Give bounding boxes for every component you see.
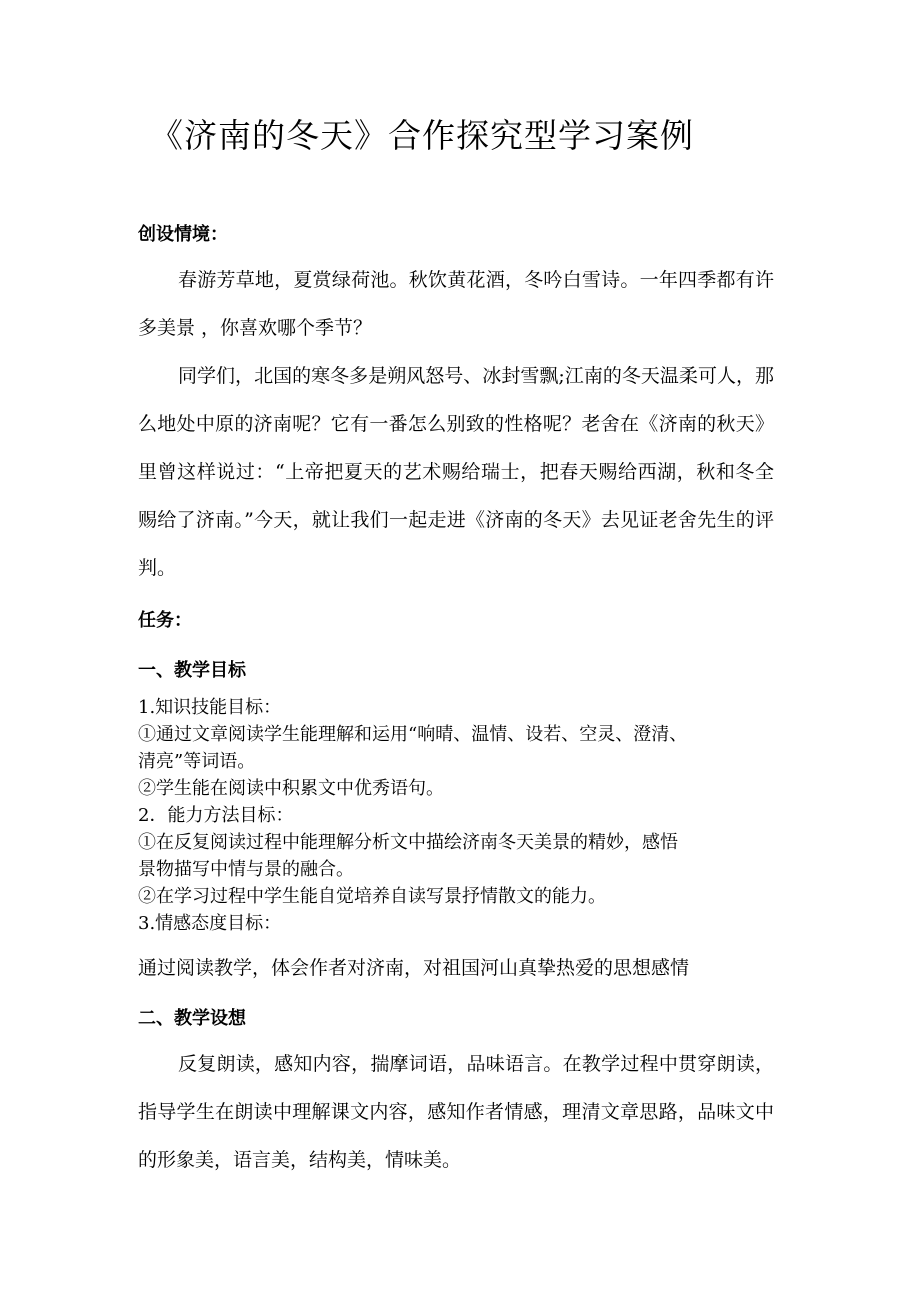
goal-line: 清亮”等词语。 — [138, 751, 256, 772]
goal-line: 1.知识技能目标： — [138, 697, 282, 718]
goal-line: 3.情感态度目标： — [138, 913, 282, 934]
heading-design: 二、教学设想 — [138, 1008, 246, 1029]
goal-line: 景物描写中情与景的融合。 — [138, 859, 354, 880]
goal-line: ②在学习过程中学生能自觉培养自读写景抒情散文的能力。 — [138, 886, 606, 907]
emotion-goal-text: 通过阅读教学，体会作者对济南，对祖国河山真挚热爱的思想感情 — [138, 957, 690, 979]
goal-line: 2．能力方法目标： — [138, 805, 294, 826]
paragraph-design: 反复朗读，感知内容，揣摩词语，品味语言。在教学过程中贯穿朗读，指导学生在朗读中理解课文内容，感知作者情感，理清文章思路，品味文中的形象美，语言美，结构美，情味美。 — [138, 1053, 774, 1171]
goal-line: ①通过文章阅读学生能理解和运用“响晴、温情、设若、空灵、澄清、 — [138, 724, 688, 745]
goals-list — [138, 694, 782, 937]
goal-line: ②学生能在阅读中积累文中优秀语句。 — [138, 778, 444, 799]
document-title: 《济南的冬天》合作探究型学习案例 — [150, 116, 694, 155]
paragraph-situation-1: 春游芳草地，夏赏绿荷池。秋饮黄花酒，冬吟白雪诗。一年四季都有许多美景 ，你喜欢哪个季节？ — [138, 269, 774, 339]
heading-goals: 一、教学目标 — [138, 660, 246, 681]
paragraph-situation-2: 同学们，北国的寒冬多是朔风怒号、冰封雪飘;江南的冬天温柔可人，那么地处中原的济南呢？它有一番怎么别致的性格呢？老舍在《济南的秋天》里曾这样说过：“上帝把夏天的艺术赐给瑞士，把春天赐给西湖，秋和冬全赐给了济南。”今天，就让我们一起走进《济南的冬天》去见证老舍先生的评判。 — [138, 365, 774, 579]
heading-situation: 创设情境： — [138, 224, 228, 245]
heading-task: 任务： — [138, 610, 192, 631]
goal-line: ①在反复阅读过程中能理解分析文中描绘济南冬天美景的精妙，感悟 — [138, 832, 678, 853]
